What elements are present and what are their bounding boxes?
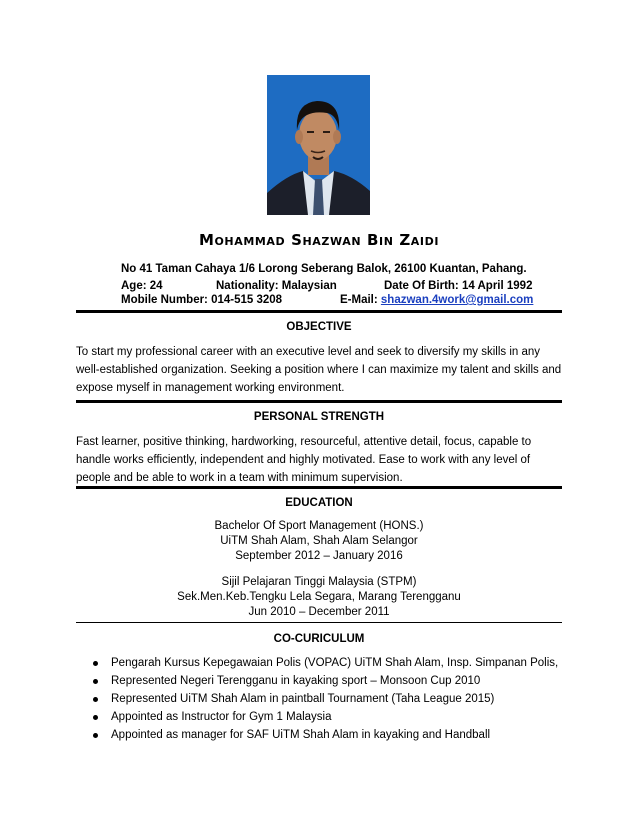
cocurriculum-list — [76, 654, 562, 744]
objective-line: expose myself in management working environment. — [76, 382, 345, 394]
education-school: UiTM Shah Alam, Shah Alam Selangor — [220, 535, 418, 547]
list-item — [76, 654, 562, 672]
objective-text — [76, 343, 562, 397]
education-dates: Jun 2010 – December 2011 — [248, 606, 390, 618]
candidate-name: Mohammad Shazwan Bin Zaidi — [198, 231, 440, 249]
objective-line: To start my professional career with an executive level and seek to diversify my skills in any — [76, 346, 541, 358]
bullet-icon — [93, 697, 98, 702]
education-dates: September 2012 – January 2016 — [235, 550, 403, 562]
list-item-text: Represented Negeri Terengganu in kayaking sport – Monsoon Cup 2010 — [111, 675, 481, 687]
bullet-icon — [93, 679, 98, 684]
objective-heading: OBJECTIVE — [286, 321, 352, 333]
personal-strength-text — [76, 433, 562, 487]
age: Age: 24 — [121, 280, 163, 292]
list-item — [76, 708, 562, 726]
bullet-icon — [93, 661, 98, 666]
profile-photo — [267, 75, 370, 215]
section-divider — [76, 622, 562, 623]
education-heading: EDUCATION — [285, 497, 353, 509]
list-item — [76, 672, 562, 690]
education-degree: Bachelor Of Sport Management (HONS.) — [214, 520, 424, 532]
personal-strength-heading: PERSONAL STRENGTH — [253, 411, 385, 423]
strength-line: Fast learner, positive thinking, hardworking, resourceful, attentive detail, focus, capable to — [76, 436, 532, 448]
date-of-birth: Date Of Birth: 14 April 1992 — [384, 280, 533, 292]
email-row — [340, 294, 533, 306]
list-item-text: Appointed as Instructor for Gym 1 Malaysia — [111, 711, 332, 723]
strength-line: people and be able to work in a team with minimum supervision. — [76, 472, 403, 484]
list-item-text: Represented UiTM Shah Alam in paintball Tournament (Taha League 2015) — [111, 693, 495, 705]
section-divider — [76, 310, 562, 313]
mobile-number: Mobile Number: 014-515 3208 — [121, 294, 283, 306]
section-divider — [76, 486, 562, 489]
education-school: Sek.Men.Keb.Tengku Lela Segara, Marang Terengganu — [177, 591, 461, 603]
strength-line: handle works efficiently, independent and highly motivated. Ease to work with any level of — [76, 454, 531, 466]
list-item — [76, 726, 562, 744]
bullet-icon — [93, 733, 98, 738]
nationality: Nationality: Malaysian — [216, 280, 337, 292]
list-item — [76, 690, 562, 708]
portrait-image — [267, 75, 370, 215]
objective-line: well-established organization. Seeking a position where I can maximize my talent and skills and — [76, 364, 562, 376]
bullet-icon — [93, 715, 98, 720]
list-item-text: Pengarah Kursus Kepegawaian Polis (VOPAC) UiTM Shah Alam, Insp. Simpanan Polis, — [111, 657, 559, 669]
section-divider — [76, 400, 562, 403]
list-item-text: Appointed as manager for SAF UiTM Shah Alam in kayaking and Handball — [111, 729, 491, 741]
email-link[interactable]: shazwan.4work@gmail.com — [380, 294, 534, 306]
cocurriculum-heading: CO-CURICULUM — [273, 633, 365, 645]
email-label: E-Mail: — [340, 294, 378, 306]
address: No 41 Taman Cahaya 1/6 Lorong Seberang Balok, 26100 Kuantan, Pahang. — [121, 263, 527, 275]
education-degree: Sijil Pelajaran Tinggi Malaysia (STPM) — [221, 576, 417, 588]
